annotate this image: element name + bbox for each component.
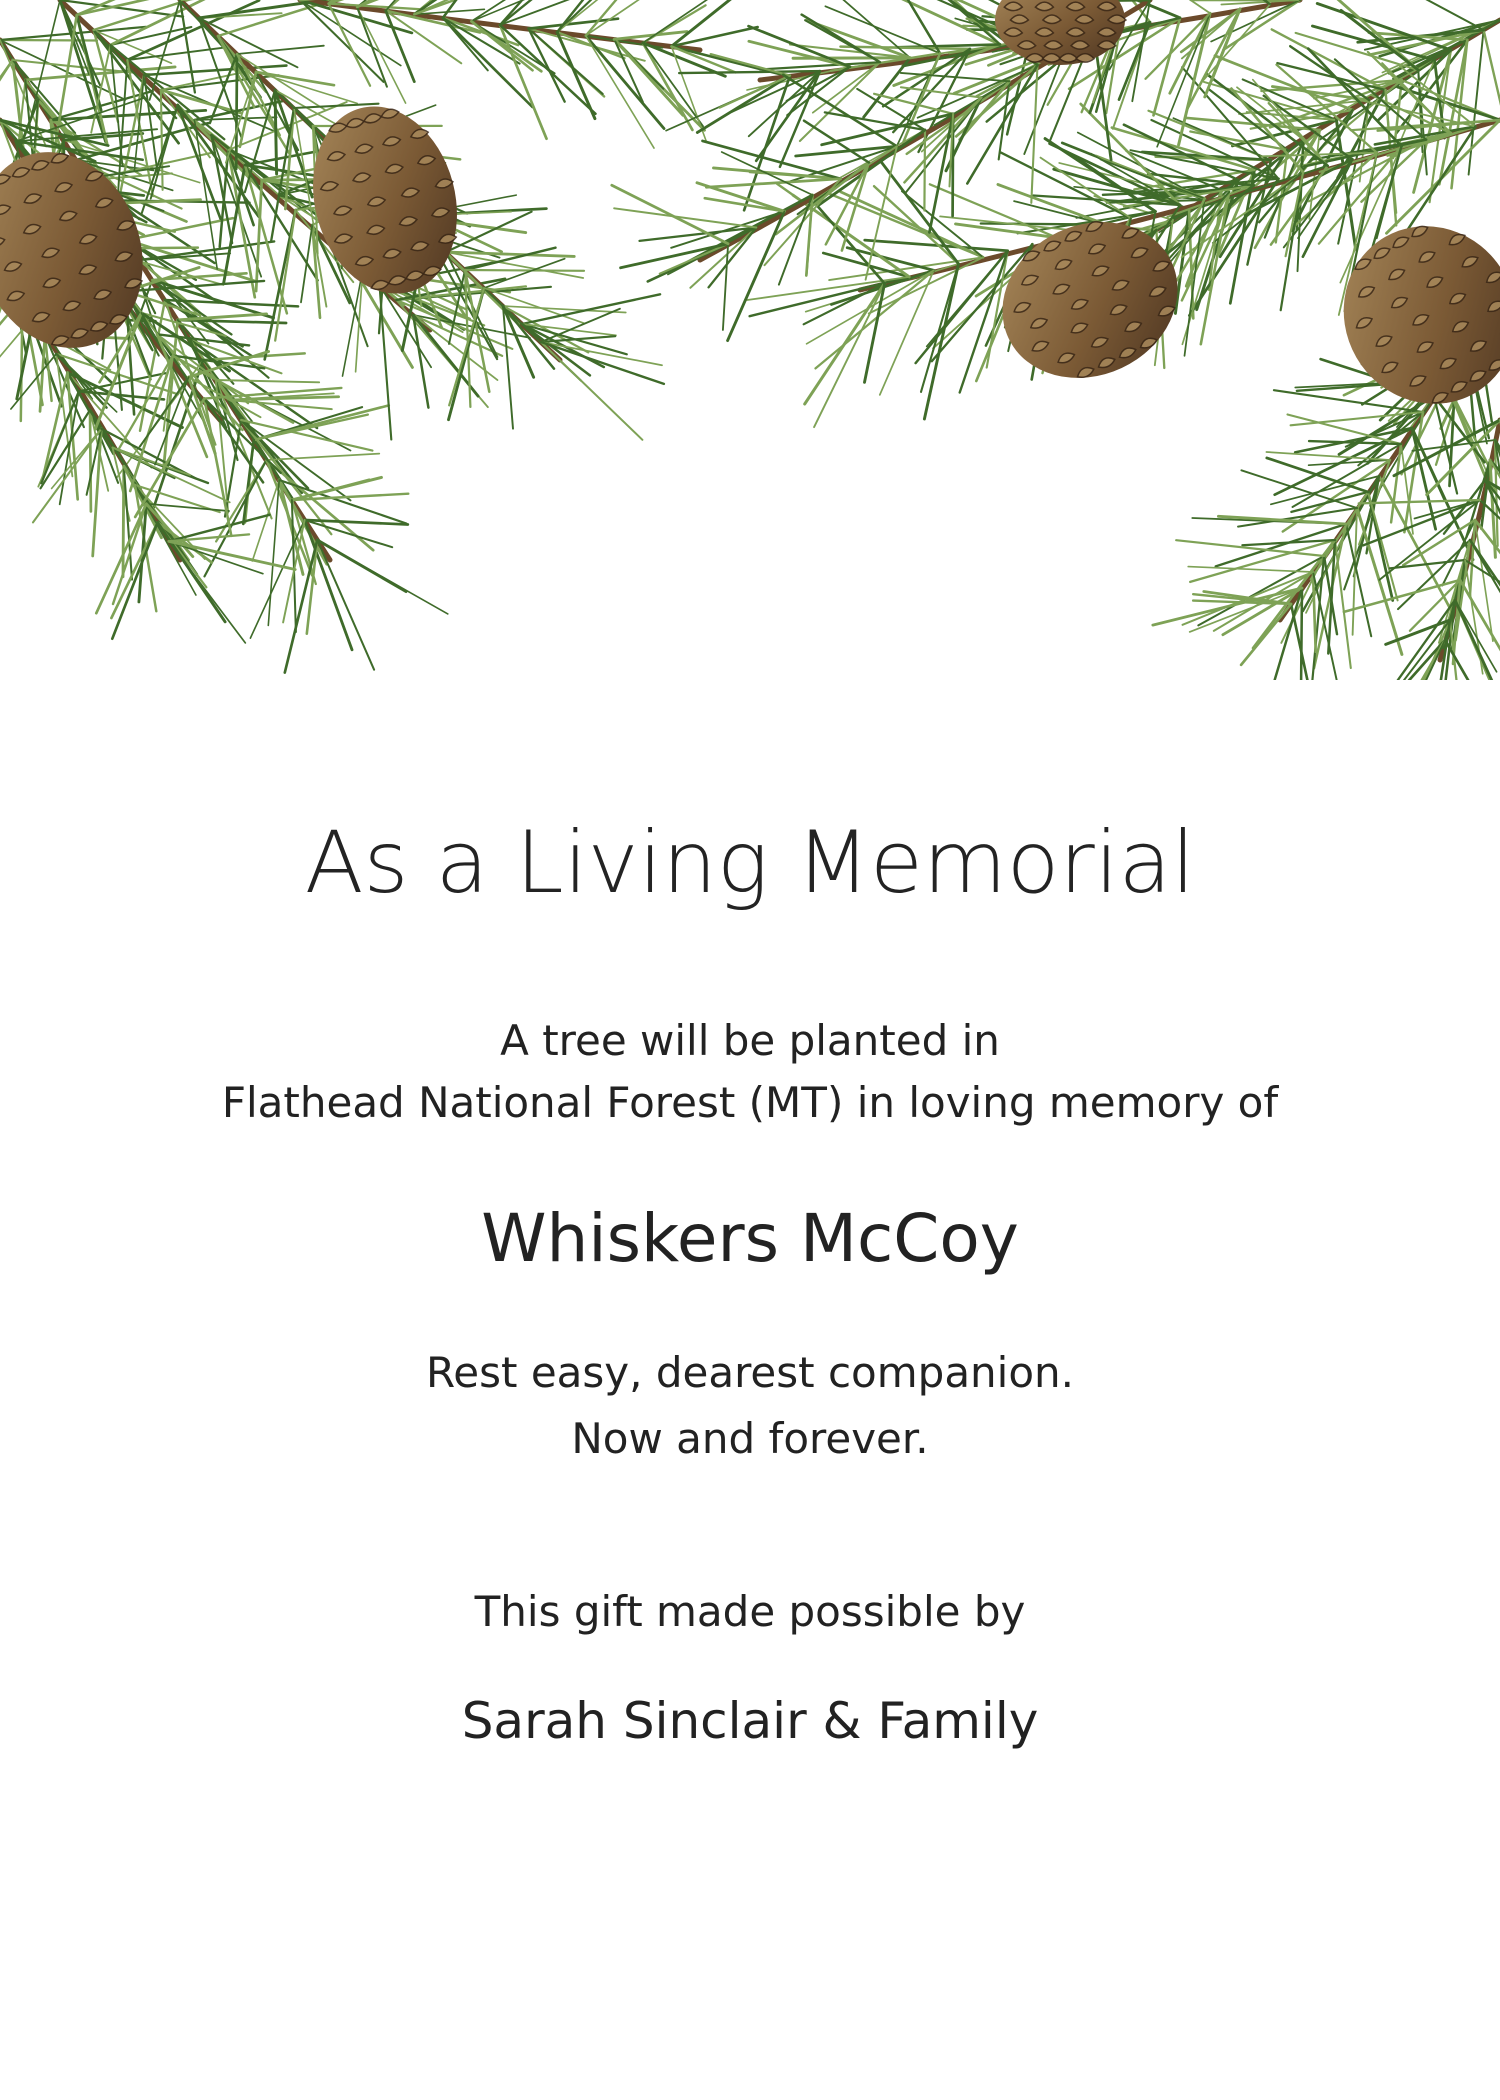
- planting-intro: [0, 1010, 1500, 1134]
- gift-label: This gift made possible by: [474, 1587, 1026, 1636]
- intro-line-1: A tree will be planted in: [500, 1016, 1000, 1065]
- message-line-1: Rest easy, dearest companion.: [425, 1348, 1075, 1397]
- memorial-message: [0, 1340, 1500, 1472]
- pine-branches-with-cones-icon: [0, 0, 1500, 680]
- donor-name: Sarah Sinclair & Family: [461, 1692, 1039, 1750]
- message-line-2: Now and forever.: [571, 1414, 929, 1463]
- page-title: As a Living Memorial: [304, 813, 1196, 913]
- left-pine-branch: [0, 0, 786, 673]
- honoree-name: Whiskers McCoy: [481, 1200, 1019, 1277]
- intro-line-2: Flathead National Forest (MT) in loving memory of: [221, 1078, 1279, 1127]
